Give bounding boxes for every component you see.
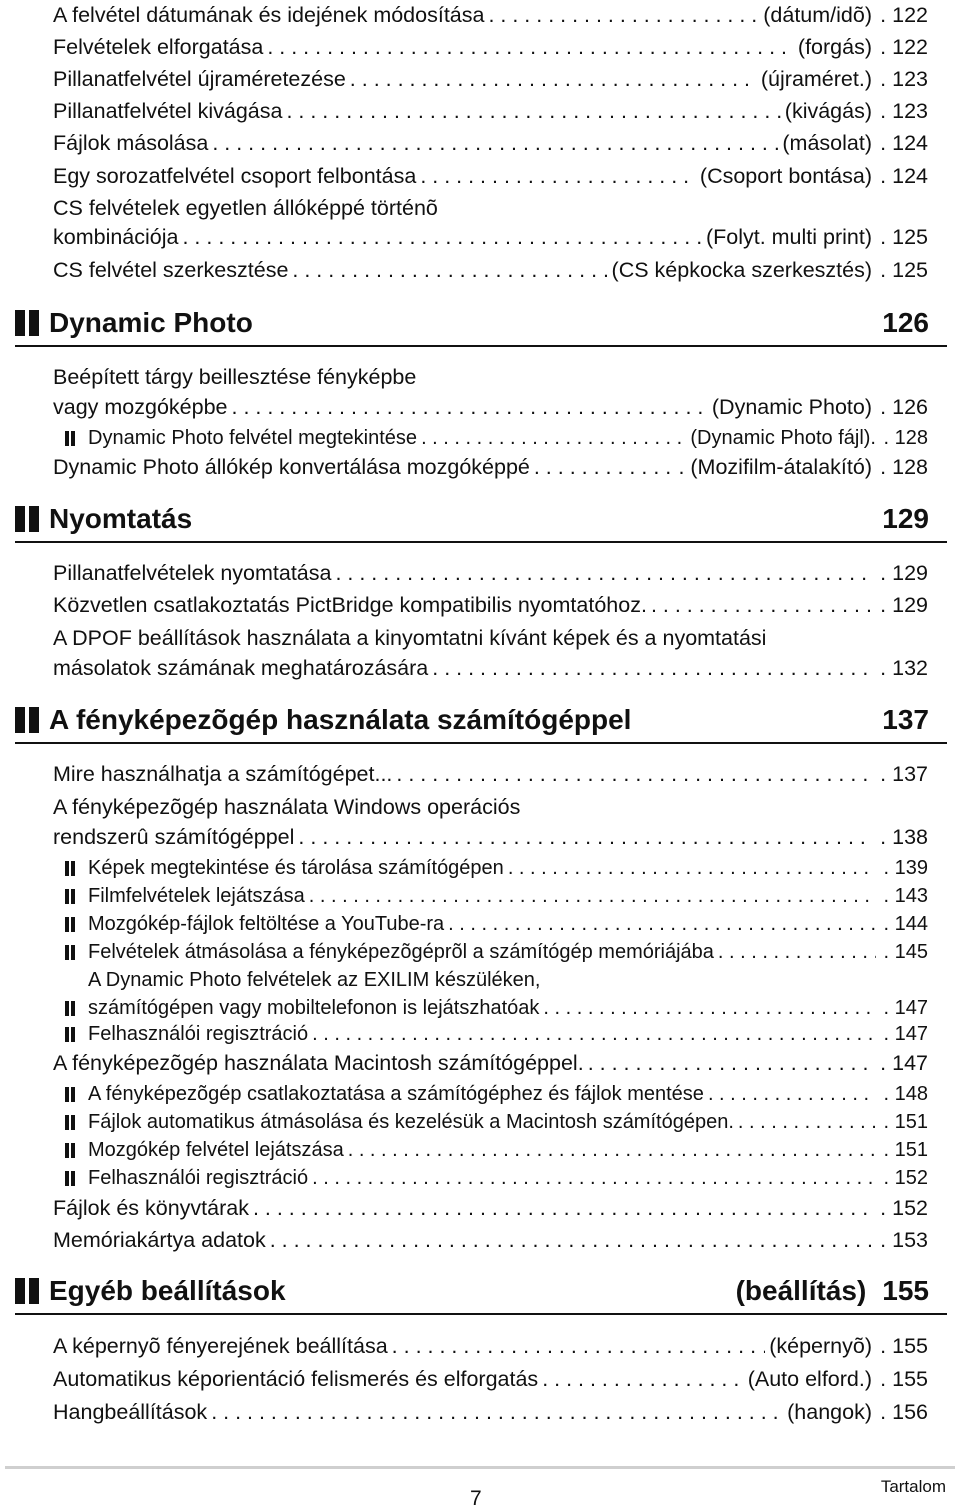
toc-entry[interactable] bbox=[53, 128, 928, 158]
toc-entry-page: . 152 bbox=[880, 1196, 928, 1220]
toc-subentry[interactable] bbox=[65, 1135, 928, 1165]
toc-entry[interactable] bbox=[53, 558, 928, 588]
toc-entry-page: . 155 bbox=[880, 1367, 928, 1391]
toc-entry-page: . 144 bbox=[883, 913, 928, 935]
toc-entry-title: Felhasználói regisztráció bbox=[88, 1023, 309, 1045]
toc-entry-page: . 145 bbox=[883, 941, 928, 963]
toc-entry[interactable] bbox=[53, 452, 928, 482]
toc-entry-title: Felhasználói regisztráció bbox=[88, 1167, 309, 1189]
dot-leader bbox=[253, 1193, 872, 1223]
section-title: Nyomtatás bbox=[49, 503, 193, 534]
bullet-icon bbox=[65, 945, 76, 960]
toc-entry[interactable] bbox=[53, 0, 928, 30]
toc-entry-title: A képernyõ fényerejének beállítása bbox=[53, 1334, 388, 1358]
dot-leader bbox=[350, 64, 757, 94]
dot-leader bbox=[651, 590, 872, 620]
toc-entry-page: . 126 bbox=[880, 395, 928, 419]
toc-entry-title: kombinációja bbox=[53, 225, 179, 249]
bullet-icon bbox=[65, 917, 76, 932]
section-heading[interactable] bbox=[15, 1269, 947, 1315]
toc-entry-title: A fényképezõgép csatlakoztatása a számítógéphez és fájlok mentése bbox=[88, 1083, 704, 1105]
toc-subentry[interactable] bbox=[65, 1079, 928, 1109]
toc-entry[interactable] bbox=[53, 1331, 928, 1361]
toc-entry[interactable] bbox=[53, 392, 928, 422]
dot-leader bbox=[312, 1019, 876, 1049]
toc-entry-page: . 139 bbox=[883, 857, 928, 879]
toc-entry-title: Automatikus képorientáció felismerés és elforgatás bbox=[53, 1367, 539, 1391]
dot-leader bbox=[232, 392, 708, 422]
toc-subentry[interactable] bbox=[65, 937, 928, 967]
toc-entry[interactable] bbox=[53, 1225, 928, 1255]
toc-entry[interactable] bbox=[53, 222, 928, 252]
toc-entry[interactable] bbox=[53, 255, 928, 285]
toc-entry-page: . 128 bbox=[880, 455, 928, 479]
section-marker-icon bbox=[15, 1278, 41, 1304]
toc-entry[interactable] bbox=[53, 96, 928, 126]
toc-entry[interactable] bbox=[53, 759, 928, 789]
toc-entry-title: Fájlok automatikus átmásolása és kezelésük a Macintosh számítógépen. bbox=[88, 1111, 734, 1133]
dot-leader bbox=[421, 423, 686, 453]
bullet-icon bbox=[65, 1027, 76, 1042]
toc-entry-setting: (dátum/idõ) bbox=[763, 3, 872, 27]
toc-entry-setting: . (Mozifilm-átalakító) bbox=[678, 455, 872, 479]
toc-entry-setting: (újraméret.) bbox=[760, 67, 872, 91]
section-page: 155 bbox=[882, 1275, 929, 1306]
toc-entry-setting: (kivágás) bbox=[784, 99, 872, 123]
toc-entry-title-line1: Beépített tárgy beillesztése fényképbe bbox=[53, 365, 417, 389]
section-page: 137 bbox=[882, 704, 929, 735]
toc-entry-title: Dynamic Photo állókép konvertálása mozgóképpé bbox=[53, 455, 530, 479]
dot-leader bbox=[718, 937, 876, 967]
toc-entry-title: Pillanatfelvételek nyomtatása bbox=[53, 561, 332, 585]
section-page: 126 bbox=[882, 307, 929, 338]
section-title: Dynamic Photo bbox=[49, 307, 253, 338]
toc-entry-title-line1: CS felvételek egyetlen állóképpé történõ bbox=[53, 196, 438, 220]
dot-leader bbox=[312, 1163, 876, 1193]
toc-entry-setting: (Dynamic Photo fájl). bbox=[690, 427, 876, 449]
toc-entry-title: Dynamic Photo felvétel megtekintése bbox=[88, 427, 418, 449]
toc-entry-page: . 151 bbox=[883, 1139, 928, 1161]
toc-entry-page: . 122 bbox=[880, 3, 928, 27]
toc-entry-title: Mozgókép-fájlok feltöltése a YouTube-ra bbox=[88, 913, 445, 935]
toc-entry-setting: (Dynamic Photo) bbox=[711, 395, 872, 419]
toc-entry-page: . 137 bbox=[880, 762, 928, 786]
toc-entry-page: . 148 bbox=[883, 1083, 928, 1105]
section-marker-icon bbox=[15, 506, 41, 532]
toc-entry-title: Mozgókép felvétel lejátszása bbox=[88, 1139, 344, 1161]
toc-entry-page: . 143 bbox=[883, 885, 928, 907]
toc-entry-page: . 124 bbox=[880, 131, 928, 155]
toc-entry-page: . 122 bbox=[880, 35, 928, 59]
bullet-icon bbox=[65, 1143, 76, 1158]
toc-subentry[interactable] bbox=[65, 423, 928, 453]
toc-entry-page: . 147 bbox=[883, 1023, 928, 1045]
section-heading[interactable] bbox=[15, 497, 947, 543]
toc-subentry[interactable] bbox=[65, 909, 928, 939]
dot-leader bbox=[448, 909, 876, 939]
bullet-icon bbox=[65, 889, 76, 904]
dot-leader bbox=[292, 255, 607, 285]
bullet-icon bbox=[65, 1001, 76, 1016]
dot-leader bbox=[211, 1397, 783, 1427]
toc-entry-page: . 155 bbox=[880, 1334, 928, 1358]
dot-leader bbox=[588, 1048, 872, 1078]
dot-leader bbox=[298, 822, 872, 852]
toc-entry-setting: (képernyõ) bbox=[769, 1334, 872, 1358]
toc-entry[interactable] bbox=[53, 1048, 928, 1078]
bullet-icon bbox=[65, 1115, 76, 1130]
toc-entry-setting: (Folyt. multi print) bbox=[705, 225, 872, 249]
toc-entry-page: . 129 bbox=[880, 593, 928, 617]
toc-entry-title: Pillanatfelvétel újraméretezése bbox=[53, 67, 346, 91]
toc-entry-title: számítógépen vagy mobiltelefonon is lejátszhatóak bbox=[88, 997, 540, 1019]
dot-leader bbox=[182, 222, 701, 252]
toc-entry[interactable] bbox=[53, 161, 928, 191]
section-page: 129 bbox=[882, 503, 929, 534]
toc-entry-title: Képek megtekintése és tárolása számítógépen bbox=[88, 857, 504, 879]
toc-entry-title-line1: A DPOF beállítások használata a kinyomtatni kívánt képek és a nyomtatási bbox=[53, 626, 767, 650]
section-marker-icon bbox=[15, 310, 41, 336]
toc-entry-title: másolatok számának meghatározására bbox=[53, 656, 429, 680]
dot-leader bbox=[392, 1331, 766, 1361]
bullet-icon bbox=[65, 431, 76, 446]
toc-subentry[interactable] bbox=[65, 1163, 928, 1193]
dot-leader bbox=[267, 32, 794, 62]
toc-entry[interactable] bbox=[53, 590, 928, 620]
toc-entry-page: . 123 bbox=[880, 67, 928, 91]
footer-divider bbox=[5, 1466, 955, 1469]
toc-subentry[interactable] bbox=[65, 853, 928, 883]
toc-entry-page: . 156 bbox=[880, 1400, 928, 1424]
toc-subentry[interactable] bbox=[65, 881, 928, 911]
dot-leader bbox=[534, 452, 675, 482]
toc-entry-page: . 125 bbox=[880, 225, 928, 249]
toc-entry-setting: (Auto elford.) bbox=[747, 1367, 872, 1391]
toc-entry[interactable] bbox=[53, 1193, 928, 1223]
dot-leader bbox=[348, 1135, 876, 1165]
toc-subentry[interactable] bbox=[65, 1107, 928, 1137]
toc-entry-title: Felvételek átmásolása a fényképezõgéprõl a számítógép memóriájába bbox=[88, 941, 714, 963]
dot-leader bbox=[420, 161, 696, 191]
toc-entry[interactable] bbox=[53, 64, 928, 94]
dot-leader bbox=[708, 1079, 876, 1109]
toc-entry-page: . 152 bbox=[883, 1167, 928, 1189]
toc-entry-title: Memóriakártya adatok bbox=[53, 1228, 266, 1252]
toc-entry[interactable] bbox=[53, 822, 928, 852]
toc-entry-setting: (forgás) bbox=[797, 35, 872, 59]
bullet-icon bbox=[65, 861, 76, 876]
toc-entry-setting: (Csoport bontása) bbox=[699, 164, 872, 188]
section-title: Egyéb beállítások bbox=[49, 1275, 286, 1306]
bullet-icon bbox=[65, 1171, 76, 1186]
toc-entry-title: Egy sorozatfelvétel csoport felbontása bbox=[53, 164, 417, 188]
dot-leader bbox=[212, 128, 778, 158]
page-number: 7 bbox=[470, 1487, 482, 1510]
dot-leader bbox=[488, 0, 759, 30]
toc-entry[interactable] bbox=[53, 1364, 928, 1394]
toc-entry-page: . 147 bbox=[880, 1051, 928, 1075]
footer-label: Tartalom bbox=[880, 1477, 946, 1496]
toc-subentry[interactable] bbox=[65, 1019, 928, 1049]
toc-entry[interactable] bbox=[53, 653, 928, 683]
section-title: A fényképezõgép használata számítógéppel bbox=[49, 704, 632, 735]
toc-entry-title: Mire használhatja a számítógépet... bbox=[53, 762, 393, 786]
toc-entry-title-line1: A Dynamic Photo felvételek az EXILIM készüléken, bbox=[88, 969, 541, 991]
toc-entry-title: CS felvétel szerkesztése bbox=[53, 258, 289, 282]
toc-entry-title: Közvetlen csatlakoztatás PictBridge kompatibilis nyomtatóhoz. bbox=[53, 593, 647, 617]
toc-entry-title: vagy mozgóképbe bbox=[53, 395, 228, 419]
toc-entry-title: rendszerû számítógéppel bbox=[53, 825, 295, 849]
toc-entry-title: A fényképezõgép használata Macintosh számítógéppel. bbox=[53, 1051, 584, 1075]
toc-entry-setting: (másolat) bbox=[782, 131, 872, 155]
toc-entry-title-line1: A fényképezõgép használata Windows operációs bbox=[53, 795, 521, 819]
toc-entry-page: . 138 bbox=[880, 825, 928, 849]
toc-entry-page: . 128 bbox=[883, 427, 928, 449]
toc-entry-page: . 125 bbox=[880, 258, 928, 282]
toc-entry-page: . 147 bbox=[883, 997, 928, 1019]
toc-entry-page: . 153 bbox=[880, 1228, 928, 1252]
dot-leader bbox=[270, 1225, 872, 1255]
toc-entry-title: Felvételek elforgatása bbox=[53, 35, 264, 59]
dot-leader bbox=[738, 1107, 876, 1137]
section-heading[interactable] bbox=[15, 698, 947, 744]
section-setting: (beállítás) bbox=[735, 1275, 867, 1306]
section-marker-icon bbox=[15, 707, 41, 733]
toc-entry-page: . 129 bbox=[880, 561, 928, 585]
section-heading[interactable] bbox=[15, 301, 947, 347]
bullet-icon bbox=[65, 1087, 76, 1102]
toc-entry-page: . 132 bbox=[880, 656, 928, 680]
dot-leader bbox=[309, 881, 876, 911]
dot-leader bbox=[508, 853, 876, 883]
toc-entry-setting: (CS képkocka szerkesztés) bbox=[611, 258, 872, 282]
toc-entry[interactable] bbox=[53, 1397, 928, 1427]
toc-entry[interactable] bbox=[53, 32, 928, 62]
toc-entry-page: . 124 bbox=[880, 164, 928, 188]
dot-leader bbox=[335, 558, 872, 588]
dot-leader bbox=[396, 759, 872, 789]
toc-entry-title: Hangbeállítások bbox=[53, 1400, 208, 1424]
toc-entry-page: . 123 bbox=[880, 99, 928, 123]
dot-leader bbox=[542, 1364, 744, 1394]
toc-entry-title: Fájlok másolása bbox=[53, 131, 209, 155]
toc-entry-title: A felvétel dátumának és idejének módosítása bbox=[53, 3, 485, 27]
toc-entry-title: Filmfelvételek lejátszása bbox=[88, 885, 305, 907]
toc-entry-setting: (hangok) bbox=[787, 1400, 872, 1424]
toc-entry-title: Fájlok és könyvtárak bbox=[53, 1196, 249, 1220]
toc-entry-title: Pillanatfelvétel kivágása bbox=[53, 99, 283, 123]
toc-entry-page: . 151 bbox=[883, 1111, 928, 1133]
dot-leader bbox=[432, 653, 872, 683]
dot-leader bbox=[286, 96, 780, 126]
